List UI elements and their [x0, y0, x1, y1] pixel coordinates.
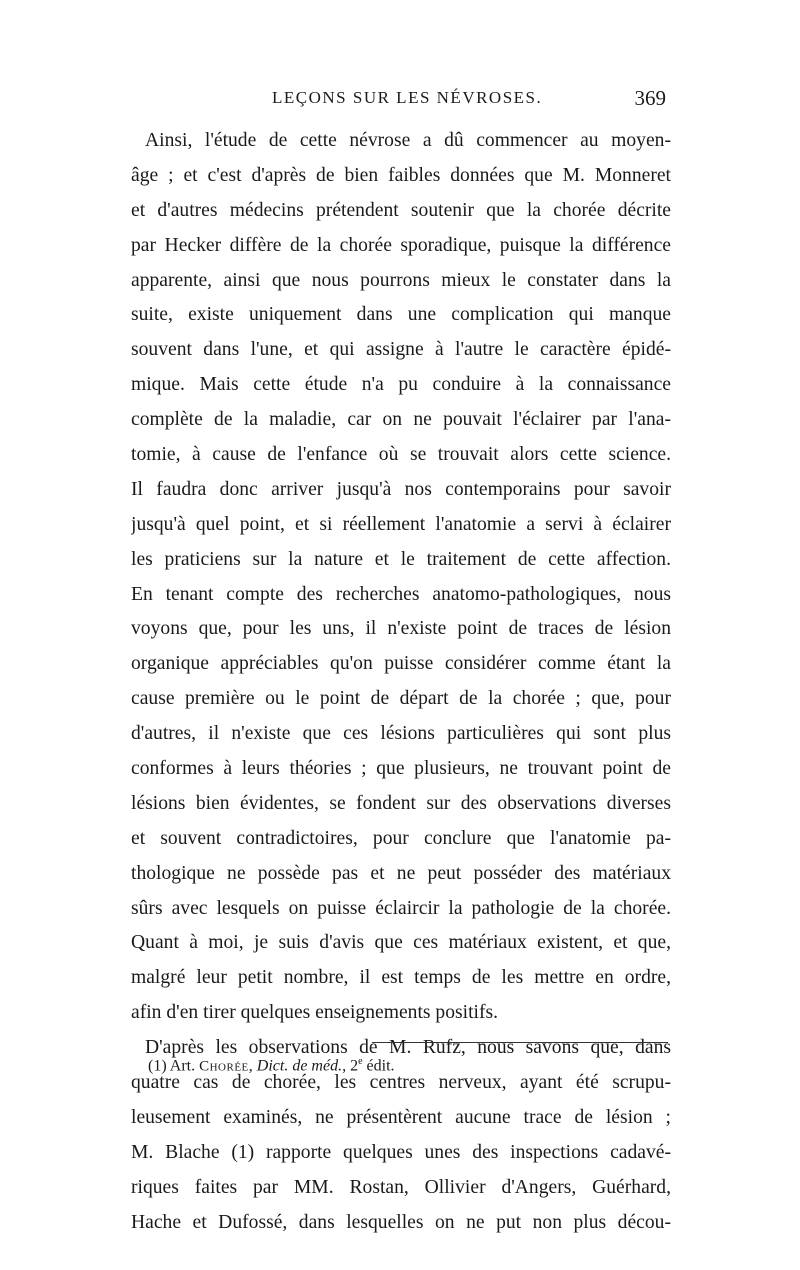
- footnote: (1) Art. Chorée, Dict. de méd., 2e édit.: [148, 1056, 395, 1075]
- page-number: 369: [634, 86, 666, 110]
- text-line: les praticiens sur la nature et le traitement de cette affection.: [131, 548, 671, 570]
- text-line: Quant à moi, je suis d'avis que ces matériaux existent, et que,: [131, 932, 671, 954]
- footnote-edition: , 2: [342, 1057, 359, 1075]
- text-line: malgré leur petit nombre, il est temps de les mettre en ordre,: [131, 967, 671, 989]
- text-line: thologique ne possède pas et ne peut posséder des matériaux: [131, 862, 671, 884]
- footnote-edition-tail: édit.: [362, 1057, 395, 1075]
- text-line: âge ; et c'est d'après de bien faibles données que M. Monneret: [131, 164, 671, 186]
- text-line: par Hecker diffère de la chorée sporadique, puisque la différence: [131, 234, 671, 256]
- text-line: tomie, à cause de l'enfance où se trouvait alors cette science.: [131, 444, 671, 466]
- text-line: quatre cas de chorée, les centres nerveux, ayant été scrupu-: [131, 1072, 671, 1094]
- footnote-marker: (1) Art.: [148, 1057, 196, 1075]
- text-line: jusqu'à quel point, et si réellement l'anatomie a servi à éclairer: [131, 513, 671, 535]
- text-line: lésions bien évidentes, se fondent sur des observations diverses: [131, 792, 671, 814]
- text-line: Ainsi, l'étude de cette névrose a dû commencer au moyen-: [145, 130, 671, 151]
- text-line: et d'autres médecins prétendent soutenir que la chorée décrite: [131, 199, 671, 221]
- running-title: LEÇONS SUR LES NÉVROSES.: [272, 88, 543, 107]
- footnote-source: Dict. de méd.: [256, 1057, 343, 1075]
- footnote-entry: Chorée: [199, 1058, 249, 1075]
- text-line: voyons que, pour les uns, il n'existe point de traces de lésion: [131, 618, 671, 640]
- text-line: souvent dans l'une, et qui assigne à l'autre le caractère épidé-: [131, 339, 671, 361]
- text-line: suite, existe uniquement dans une complication qui manque: [131, 304, 671, 326]
- text-line: et souvent contradictoires, pour conclure que l'anatomie pa-: [131, 827, 671, 849]
- text-line: organique appréciables qu'on puisse considérer comme étant la: [131, 653, 671, 675]
- footnote-divider: [372, 1042, 668, 1043]
- text-line: Hache et Dufossé, dans lesquelles on ne put non plus décou-: [131, 1211, 671, 1233]
- text-line: conformes à leurs théories ; que plusieurs, ne trouvant point de: [131, 758, 671, 780]
- text-line: M. Blache (1) rapporte quelques unes des inspections cadavé-: [131, 1141, 671, 1163]
- text-line: complète de la maladie, car on ne pouvait l'éclairer par l'ana-: [131, 409, 671, 431]
- text-line: mique. Mais cette étude n'a pu conduire à la connaissance: [131, 374, 671, 396]
- text-line: sûrs avec lesquels on puisse éclaircir la pathologie de la chorée.: [131, 897, 671, 919]
- text-line: Il faudra donc arriver jusqu'à nos contemporains pour savoir: [131, 478, 671, 500]
- text-line: riques faites par MM. Rostan, Ollivier d'Angers, Guérhard,: [131, 1176, 671, 1198]
- text-line: afin d'en tirer quelques enseignements positifs.: [131, 1002, 499, 1024]
- text-line: En tenant compte des recherches anatomo-pathologiques, nous: [131, 583, 671, 605]
- text-line: apparente, ainsi que nous pourrons mieux le constater dans la: [131, 269, 671, 291]
- text-line: cause première ou le point de départ de la chorée ; que, pour: [131, 688, 671, 710]
- footnote-edition-sup: e: [358, 1056, 363, 1067]
- text-line: leusement examinés, ne présentèrent aucune trace de lésion ;: [131, 1106, 671, 1128]
- text-line: d'autres, il n'existe que ces lésions particulières qui sont plus: [131, 723, 671, 745]
- running-head: [130, 88, 670, 118]
- text-line: D'après les observations de M. Rufz, nous savons que, dans: [145, 1037, 671, 1059]
